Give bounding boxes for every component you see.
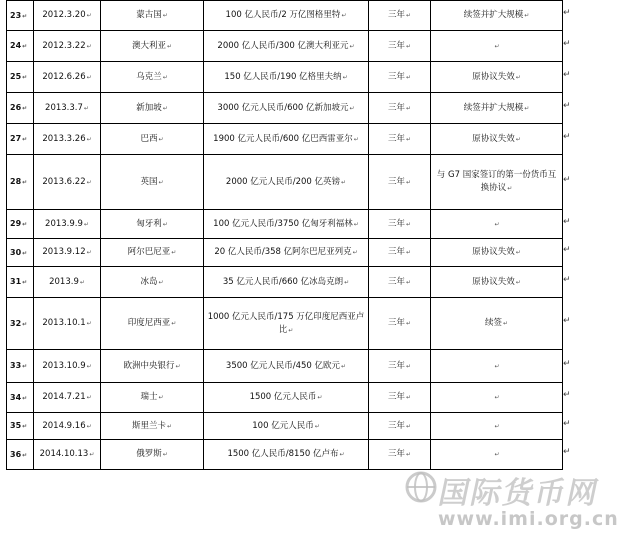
paragraph-return-icon: ↵ bbox=[563, 216, 571, 227]
cell-end-mark: ↵ bbox=[341, 12, 347, 19]
term-cell bbox=[369, 350, 431, 383]
paragraph-return-icon: ↵ bbox=[563, 390, 571, 400]
cell-end-mark: ↵ bbox=[22, 320, 28, 328]
amount-cell-text: 3500 亿元人民币/450 亿欧元 bbox=[225, 360, 341, 371]
cell-end-mark: ↵ bbox=[22, 136, 28, 143]
amount-cell bbox=[204, 62, 369, 93]
counterparty-cell bbox=[101, 350, 204, 383]
paragraph-return-icon: ↵ bbox=[563, 38, 571, 49]
term-cell-text: 三年 bbox=[387, 10, 405, 20]
table-row bbox=[7, 383, 563, 413]
row-number-text: 32 bbox=[10, 318, 22, 328]
term-cell-text: 三年 bbox=[387, 247, 405, 257]
date-cell-text: 2013.10.1 bbox=[42, 318, 86, 328]
cell-end-mark: ↵ bbox=[405, 135, 412, 143]
row-number bbox=[7, 210, 34, 239]
table-row bbox=[7, 93, 563, 124]
counterparty-cell-text: 巴西 bbox=[140, 133, 158, 144]
row-number bbox=[7, 31, 34, 62]
cell-end-mark: ↵ bbox=[22, 394, 28, 402]
amount-cell-text: 150 亿人民币/190 亿格里夫纳 bbox=[224, 71, 342, 82]
date-cell-text: 2012.3.20 bbox=[42, 10, 86, 20]
watermark-url: www.imi.org.cn bbox=[438, 508, 619, 530]
cell-end-mark: ↵ bbox=[22, 279, 28, 286]
cell-end-mark: ↵ bbox=[86, 320, 92, 327]
cell-end-mark: ↵ bbox=[86, 12, 92, 19]
row-number bbox=[7, 383, 34, 413]
term-cell bbox=[369, 383, 431, 413]
table-row bbox=[7, 267, 563, 298]
cell-end-mark: ↵ bbox=[524, 104, 530, 112]
date-cell-text: 2013.3.7 bbox=[45, 102, 83, 113]
date-cell-text: 2013.10.9 bbox=[42, 360, 86, 371]
cell-end-mark: ↵ bbox=[405, 451, 412, 458]
amount-cell-text: 35 亿元人民币/660 亿冰岛克朗 bbox=[222, 276, 344, 287]
cell-end-mark: ↵ bbox=[162, 12, 168, 19]
date-cell-text: 2014.9.16 bbox=[42, 420, 86, 431]
term-cell bbox=[369, 298, 431, 350]
term-cell bbox=[369, 62, 431, 93]
cell-end-mark: ↵ bbox=[494, 220, 500, 228]
cell-end-mark: ↵ bbox=[405, 422, 412, 430]
term-cell-text: 三年 bbox=[387, 133, 405, 144]
counterparty-cell bbox=[101, 267, 204, 298]
counterparty-cell bbox=[101, 93, 204, 124]
term-cell-text: 三年 bbox=[387, 449, 405, 459]
term-cell bbox=[369, 413, 431, 440]
paragraph-return-icon: ↵ bbox=[563, 245, 571, 255]
cell-end-mark: ↵ bbox=[175, 362, 181, 370]
cell-end-mark: ↵ bbox=[494, 394, 500, 401]
amount-cell-text: 1000 亿元人民币/175 万亿印度尼西亚卢比 bbox=[207, 311, 365, 335]
counterparty-cell-text: 瑞士 bbox=[140, 392, 158, 402]
cell-end-mark: ↵ bbox=[86, 42, 92, 50]
cell-end-mark: ↵ bbox=[515, 249, 521, 256]
row-number-text: 25 bbox=[10, 72, 22, 81]
counterparty-cell bbox=[101, 440, 204, 470]
amount-cell-text: 2000 亿人民币/300 亿澳大利亚元 bbox=[217, 40, 349, 51]
paragraph-return-icon: ↵ bbox=[563, 316, 571, 326]
cell-end-mark: ↵ bbox=[83, 220, 89, 228]
row-number-text: 27 bbox=[10, 134, 22, 143]
cell-end-mark: ↵ bbox=[79, 278, 85, 286]
date-cell bbox=[34, 62, 101, 93]
amount-cell bbox=[204, 93, 369, 124]
cell-end-mark: ↵ bbox=[353, 220, 359, 228]
date-cell-text: 2014.7.21 bbox=[42, 392, 86, 402]
table-row bbox=[7, 210, 563, 239]
table-row bbox=[7, 440, 563, 470]
row-number-text: 28 bbox=[10, 177, 22, 186]
paragraph-return-icon: ↵ bbox=[563, 358, 571, 369]
table-row bbox=[7, 413, 563, 440]
row-number bbox=[7, 413, 34, 440]
cell-end-mark: ↵ bbox=[349, 104, 355, 112]
cell-end-mark: ↵ bbox=[86, 249, 92, 256]
date-cell bbox=[34, 440, 101, 470]
row-number-text: 24 bbox=[10, 41, 22, 50]
cell-end-mark: ↵ bbox=[405, 42, 412, 50]
note-cell bbox=[431, 93, 563, 124]
watermark-title: 国际货币网 bbox=[435, 476, 603, 511]
cell-end-mark: ↵ bbox=[405, 104, 412, 112]
cell-end-mark: ↵ bbox=[339, 451, 345, 458]
term-cell-text: 三年 bbox=[387, 40, 405, 51]
note-cell bbox=[431, 298, 563, 350]
counterparty-cell-text: 阿尔巴尼亚 bbox=[127, 247, 171, 257]
row-number bbox=[7, 155, 34, 210]
amount-cell bbox=[204, 350, 369, 383]
counterparty-cell bbox=[101, 298, 204, 350]
row-number-text: 23 bbox=[10, 10, 22, 20]
counterparty-cell bbox=[101, 210, 204, 239]
cell-end-mark: ↵ bbox=[171, 320, 177, 327]
cell-end-mark: ↵ bbox=[22, 43, 28, 50]
table-row bbox=[7, 298, 563, 350]
cell-end-mark: ↵ bbox=[494, 42, 500, 50]
term-cell bbox=[369, 155, 431, 210]
note-cell-text: 原协议失效 bbox=[472, 71, 515, 82]
cell-end-mark: ↵ bbox=[158, 278, 164, 286]
amount-cell bbox=[204, 155, 369, 210]
cell-end-mark: ↵ bbox=[317, 394, 323, 401]
row-number bbox=[7, 440, 34, 470]
cell-end-mark: ↵ bbox=[515, 278, 521, 286]
counterparty-cell-text: 冰岛 bbox=[140, 276, 158, 287]
term-cell-text: 三年 bbox=[387, 218, 405, 229]
date-cell bbox=[34, 267, 101, 298]
term-cell bbox=[369, 267, 431, 298]
date-cell-text: 2013.3.26 bbox=[42, 133, 86, 144]
cell-end-mark: ↵ bbox=[22, 74, 28, 81]
amount-cell-text: 1500 亿人民币/8150 亿卢布 bbox=[227, 449, 339, 459]
counterparty-cell bbox=[101, 124, 204, 155]
amount-cell-text: 20 亿人民币/358 亿阿尔巴尼亚列克 bbox=[214, 247, 352, 257]
row-number-text: 33 bbox=[10, 361, 22, 370]
cell-end-mark: ↵ bbox=[515, 73, 521, 81]
note-cell bbox=[431, 239, 563, 267]
term-cell bbox=[369, 210, 431, 239]
cell-end-mark: ↵ bbox=[89, 451, 95, 458]
date-cell-text: 2013.9.9 bbox=[45, 218, 83, 229]
cell-end-mark: ↵ bbox=[158, 135, 164, 143]
date-cell-text: 2013.9 bbox=[49, 276, 79, 287]
date-cell bbox=[34, 155, 101, 210]
cell-end-mark: ↵ bbox=[405, 394, 412, 401]
cell-end-mark: ↵ bbox=[158, 394, 164, 401]
cell-end-mark: ↵ bbox=[349, 42, 355, 50]
term-cell-text: 三年 bbox=[387, 392, 405, 402]
table-row bbox=[7, 155, 563, 210]
counterparty-cell bbox=[101, 155, 204, 210]
cell-end-mark: ↵ bbox=[344, 278, 350, 286]
paragraph-return-icon: ↵ bbox=[563, 131, 571, 142]
cell-end-mark: ↵ bbox=[22, 12, 28, 20]
term-cell-text: 三年 bbox=[387, 176, 405, 187]
note-cell-text: 原协议失效 bbox=[472, 247, 515, 257]
cell-end-mark: ↵ bbox=[166, 42, 173, 50]
date-cell bbox=[34, 298, 101, 350]
cell-end-mark: ↵ bbox=[405, 362, 412, 370]
term-cell bbox=[369, 124, 431, 155]
globe-logo-icon bbox=[404, 470, 438, 504]
counterparty-cell-text: 印度尼西亚 bbox=[127, 318, 171, 328]
term-cell-text: 三年 bbox=[387, 360, 405, 371]
term-cell bbox=[369, 93, 431, 124]
counterparty-cell bbox=[101, 413, 204, 440]
date-cell-text: 2013.9.12 bbox=[42, 247, 86, 257]
table-body bbox=[7, 1, 563, 470]
row-number-text: 35 bbox=[10, 421, 22, 430]
amount-cell bbox=[204, 1, 369, 31]
date-cell bbox=[34, 210, 101, 239]
counterparty-cell-text: 俄罗斯 bbox=[136, 449, 162, 459]
cell-end-mark: ↵ bbox=[166, 422, 173, 430]
amount-cell-text: 2000 亿元人民币/200 亿英镑 bbox=[225, 176, 341, 187]
cell-end-mark: ↵ bbox=[524, 12, 530, 19]
note-cell bbox=[431, 210, 563, 239]
amount-cell bbox=[204, 31, 369, 62]
cell-end-mark: ↵ bbox=[86, 73, 92, 81]
date-cell-text: 2013.6.22 bbox=[42, 176, 86, 187]
note-cell bbox=[431, 124, 563, 155]
amount-cell bbox=[204, 239, 369, 267]
amount-cell bbox=[204, 413, 369, 440]
row-number-text: 26 bbox=[10, 103, 22, 112]
amount-cell bbox=[204, 440, 369, 470]
cell-end-mark: ↵ bbox=[405, 73, 412, 81]
amount-cell-text: 3000 亿元人民币/600 亿新加坡元 bbox=[217, 102, 349, 113]
amount-cell bbox=[204, 383, 369, 413]
note-cell-text: 续签并扩大规模 bbox=[463, 102, 524, 113]
table-row bbox=[7, 350, 563, 383]
cell-end-mark: ↵ bbox=[86, 422, 92, 430]
date-cell bbox=[34, 1, 101, 31]
date-cell-text: 2012.6.26 bbox=[42, 71, 86, 82]
term-cell bbox=[369, 31, 431, 62]
cell-end-mark: ↵ bbox=[158, 178, 164, 186]
term-cell bbox=[369, 239, 431, 267]
row-number bbox=[7, 62, 34, 93]
row-number bbox=[7, 93, 34, 124]
cell-end-mark: ↵ bbox=[507, 185, 513, 192]
row-number-text: 29 bbox=[10, 219, 22, 228]
cell-end-mark: ↵ bbox=[352, 249, 358, 256]
cell-end-mark: ↵ bbox=[342, 73, 348, 81]
cell-end-mark: ↵ bbox=[22, 363, 28, 370]
table-row bbox=[7, 239, 563, 267]
cell-end-mark: ↵ bbox=[22, 179, 28, 186]
date-cell-text: 2012.3.22 bbox=[42, 40, 86, 51]
term-cell-text: 三年 bbox=[387, 276, 405, 287]
note-cell bbox=[431, 31, 563, 62]
cell-end-mark: ↵ bbox=[162, 73, 168, 81]
cell-end-mark: ↵ bbox=[405, 320, 412, 327]
paragraph-return-icon: ↵ bbox=[563, 69, 571, 80]
counterparty-cell bbox=[101, 31, 204, 62]
cell-end-mark: ↵ bbox=[171, 249, 177, 256]
counterparty-cell-text: 英国 bbox=[140, 176, 158, 187]
counterparty-cell-text: 乌克兰 bbox=[136, 71, 162, 82]
counterparty-cell-text: 欧洲中央银行 bbox=[123, 360, 175, 371]
note-cell bbox=[431, 413, 563, 440]
note-cell bbox=[431, 440, 563, 470]
row-number bbox=[7, 267, 34, 298]
row-number bbox=[7, 350, 34, 383]
cell-end-mark: ↵ bbox=[494, 422, 500, 430]
cell-end-mark: ↵ bbox=[162, 104, 168, 112]
term-cell-text: 三年 bbox=[387, 71, 405, 82]
amount-cell-text: 100 亿人民币/2 万亿图格里特 bbox=[225, 10, 341, 20]
note-cell-text: 与 G7 国家签订的第一份货币互换协议 bbox=[436, 170, 557, 193]
note-cell bbox=[431, 267, 563, 298]
date-cell bbox=[34, 124, 101, 155]
term-cell-text: 三年 bbox=[387, 318, 405, 328]
row-number-text: 30 bbox=[10, 247, 22, 257]
cell-end-mark: ↵ bbox=[86, 135, 92, 143]
date-cell bbox=[34, 93, 101, 124]
amount-cell-text: 100 亿元人民币 bbox=[252, 420, 314, 431]
cell-end-mark: ↵ bbox=[22, 221, 28, 228]
term-cell-text: 三年 bbox=[387, 102, 405, 113]
amount-cell-text: 100 亿元人民币/3750 亿匈牙利福林 bbox=[213, 218, 353, 229]
date-cell bbox=[34, 31, 101, 62]
cell-end-mark: ↵ bbox=[162, 220, 168, 228]
paragraph-return-icon: ↵ bbox=[563, 100, 571, 111]
paragraph-return-icon: ↵ bbox=[563, 447, 571, 457]
cell-end-mark: ↵ bbox=[405, 178, 412, 186]
row-number bbox=[7, 1, 34, 31]
note-cell-text: 续签 bbox=[484, 318, 502, 328]
note-cell bbox=[431, 383, 563, 413]
counterparty-cell-text: 澳大利亚 bbox=[131, 40, 166, 51]
paragraph-return-icon: ↵ bbox=[563, 8, 571, 18]
swap-agreements-table bbox=[6, 0, 563, 470]
note-cell bbox=[431, 155, 563, 210]
paragraph-return-icon: ↵ bbox=[563, 274, 571, 285]
cell-end-mark: ↵ bbox=[314, 422, 320, 430]
note-cell-text: 续签并扩大规模 bbox=[463, 10, 524, 20]
date-cell-text: 2014.10.13 bbox=[39, 449, 89, 459]
note-cell bbox=[431, 350, 563, 383]
term-cell-text: 三年 bbox=[387, 420, 405, 431]
counterparty-cell-text: 新加坡 bbox=[136, 102, 162, 113]
table-row bbox=[7, 124, 563, 155]
cell-end-mark: ↵ bbox=[22, 249, 28, 257]
cell-end-mark: ↵ bbox=[405, 249, 412, 256]
amount-cell bbox=[204, 210, 369, 239]
cell-end-mark: ↵ bbox=[86, 178, 92, 186]
cell-end-mark: ↵ bbox=[405, 220, 412, 228]
cell-end-mark: ↵ bbox=[515, 135, 521, 143]
row-number bbox=[7, 298, 34, 350]
amount-cell bbox=[204, 298, 369, 350]
row-number-text: 36 bbox=[10, 449, 22, 459]
amount-cell-text: 1500 亿元人民币 bbox=[249, 392, 317, 402]
cell-end-mark: ↵ bbox=[83, 104, 89, 112]
table-row bbox=[7, 1, 563, 31]
cell-end-mark: ↵ bbox=[86, 362, 92, 370]
term-cell bbox=[369, 1, 431, 31]
paragraph-return-icon: ↵ bbox=[563, 418, 571, 429]
cell-end-mark: ↵ bbox=[494, 451, 500, 458]
table-row bbox=[7, 31, 563, 62]
cell-end-mark: ↵ bbox=[341, 178, 347, 186]
counterparty-cell bbox=[101, 1, 204, 31]
amount-cell bbox=[204, 267, 369, 298]
counterparty-cell-text: 匈牙利 bbox=[136, 218, 162, 229]
counterparty-cell bbox=[101, 239, 204, 267]
watermark bbox=[400, 466, 619, 534]
counterparty-cell-text: 斯里兰卡 bbox=[131, 420, 166, 431]
note-cell-text: 原协议失效 bbox=[472, 133, 515, 144]
cell-end-mark: ↵ bbox=[22, 423, 28, 430]
cell-end-mark: ↵ bbox=[502, 320, 509, 327]
counterparty-cell bbox=[101, 383, 204, 413]
cell-end-mark: ↵ bbox=[288, 326, 294, 334]
date-cell bbox=[34, 239, 101, 267]
date-cell bbox=[34, 383, 101, 413]
note-cell bbox=[431, 62, 563, 93]
term-cell bbox=[369, 440, 431, 470]
row-number-text: 31 bbox=[10, 277, 22, 286]
row-number bbox=[7, 124, 34, 155]
note-cell bbox=[431, 1, 563, 31]
counterparty-cell-text: 蒙古国 bbox=[136, 10, 162, 20]
cell-end-mark: ↵ bbox=[405, 12, 412, 19]
date-cell bbox=[34, 350, 101, 383]
cell-end-mark: ↵ bbox=[405, 278, 412, 286]
table-row bbox=[7, 62, 563, 93]
cell-end-mark: ↵ bbox=[341, 362, 347, 370]
cell-end-mark: ↵ bbox=[353, 135, 359, 143]
cell-end-mark: ↵ bbox=[162, 451, 168, 458]
date-cell bbox=[34, 413, 101, 440]
cell-end-mark: ↵ bbox=[494, 362, 500, 370]
cell-end-mark: ↵ bbox=[86, 394, 92, 401]
row-number bbox=[7, 239, 34, 267]
cell-end-mark: ↵ bbox=[22, 451, 28, 459]
row-number-text: 34 bbox=[10, 392, 22, 402]
note-cell-text: 原协议失效 bbox=[472, 276, 515, 287]
amount-cell bbox=[204, 124, 369, 155]
paragraph-return-icon: ↵ bbox=[563, 174, 571, 185]
amount-cell-text: 1900 亿元人民币/600 亿巴西雷亚尔 bbox=[213, 133, 353, 144]
counterparty-cell bbox=[101, 62, 204, 93]
cell-end-mark: ↵ bbox=[22, 105, 28, 112]
